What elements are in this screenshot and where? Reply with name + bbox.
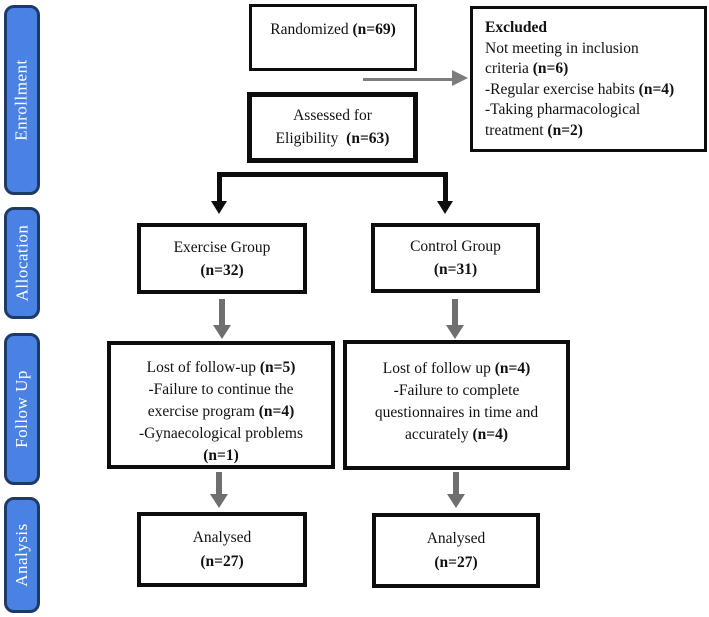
stage-pill-follow-up	[4, 333, 40, 485]
control-group-box: Control Group (n=31)	[371, 223, 540, 293]
lost-followup-control-box: Lost of follow up (n=4) -Failure to complete questionnaires in time and accurately (n=4)	[343, 340, 570, 470]
stage-label-analysis: Analysis	[12, 523, 31, 587]
stage-pill-enrollment	[4, 5, 40, 195]
arrow-lost-to-analysed-exercise-shaft	[216, 472, 222, 495]
stage-label-enrollment: Enrollment	[12, 59, 32, 141]
arrow-to-exercise-head-icon	[211, 201, 227, 214]
lost-followup-exercise-box: Lost of follow-up (n=5) -Failure to continue the exercise program (n=4) -Gynaecological problems (n=1)	[107, 341, 335, 469]
assessed-for-eligibility-box: Assessed for Eligibility (n=63)	[247, 92, 418, 163]
stage-label-allocation: Allocation	[12, 224, 32, 302]
branch-connector-right-vertical	[443, 172, 448, 202]
arrow-lost-to-analysed-control-shaft	[453, 472, 459, 495]
arrow-to-control-head-icon	[437, 201, 453, 214]
randomized-box: Randomized (n=69)	[249, 4, 417, 71]
stage-label-follow-up: Follow Up	[12, 370, 31, 448]
branch-connector-left-vertical	[217, 172, 222, 202]
stage-pill-allocation	[4, 207, 40, 319]
arrow-lost-to-analysed-exercise-head-icon	[210, 494, 228, 508]
branch-connector-horizontal	[217, 172, 448, 177]
arrow-control-to-lost-shaft	[452, 299, 458, 326]
arrow-lost-to-analysed-control-head-icon	[447, 494, 465, 508]
stage-pill-analysis	[4, 497, 40, 613]
arrow-control-to-lost-head-icon	[446, 325, 464, 339]
arrow-to-excluded-head-icon	[452, 70, 468, 86]
arrow-to-excluded-shaft	[363, 78, 453, 81]
arrow-exercise-to-lost-shaft	[219, 299, 225, 326]
analysed-control-box: Analysed (n=27)	[372, 513, 540, 588]
excluded-box: Excluded Not meeting in inclusion criteria (n=6) -Regular exercise habits (n=4) -Taking pharmacological treatment (n=2)	[470, 6, 707, 152]
exercise-group-box: Exercise Group (n=32)	[137, 223, 307, 294]
arrow-exercise-to-lost-head-icon	[213, 325, 231, 339]
analysed-exercise-box: Analysed (n=27)	[137, 512, 307, 587]
